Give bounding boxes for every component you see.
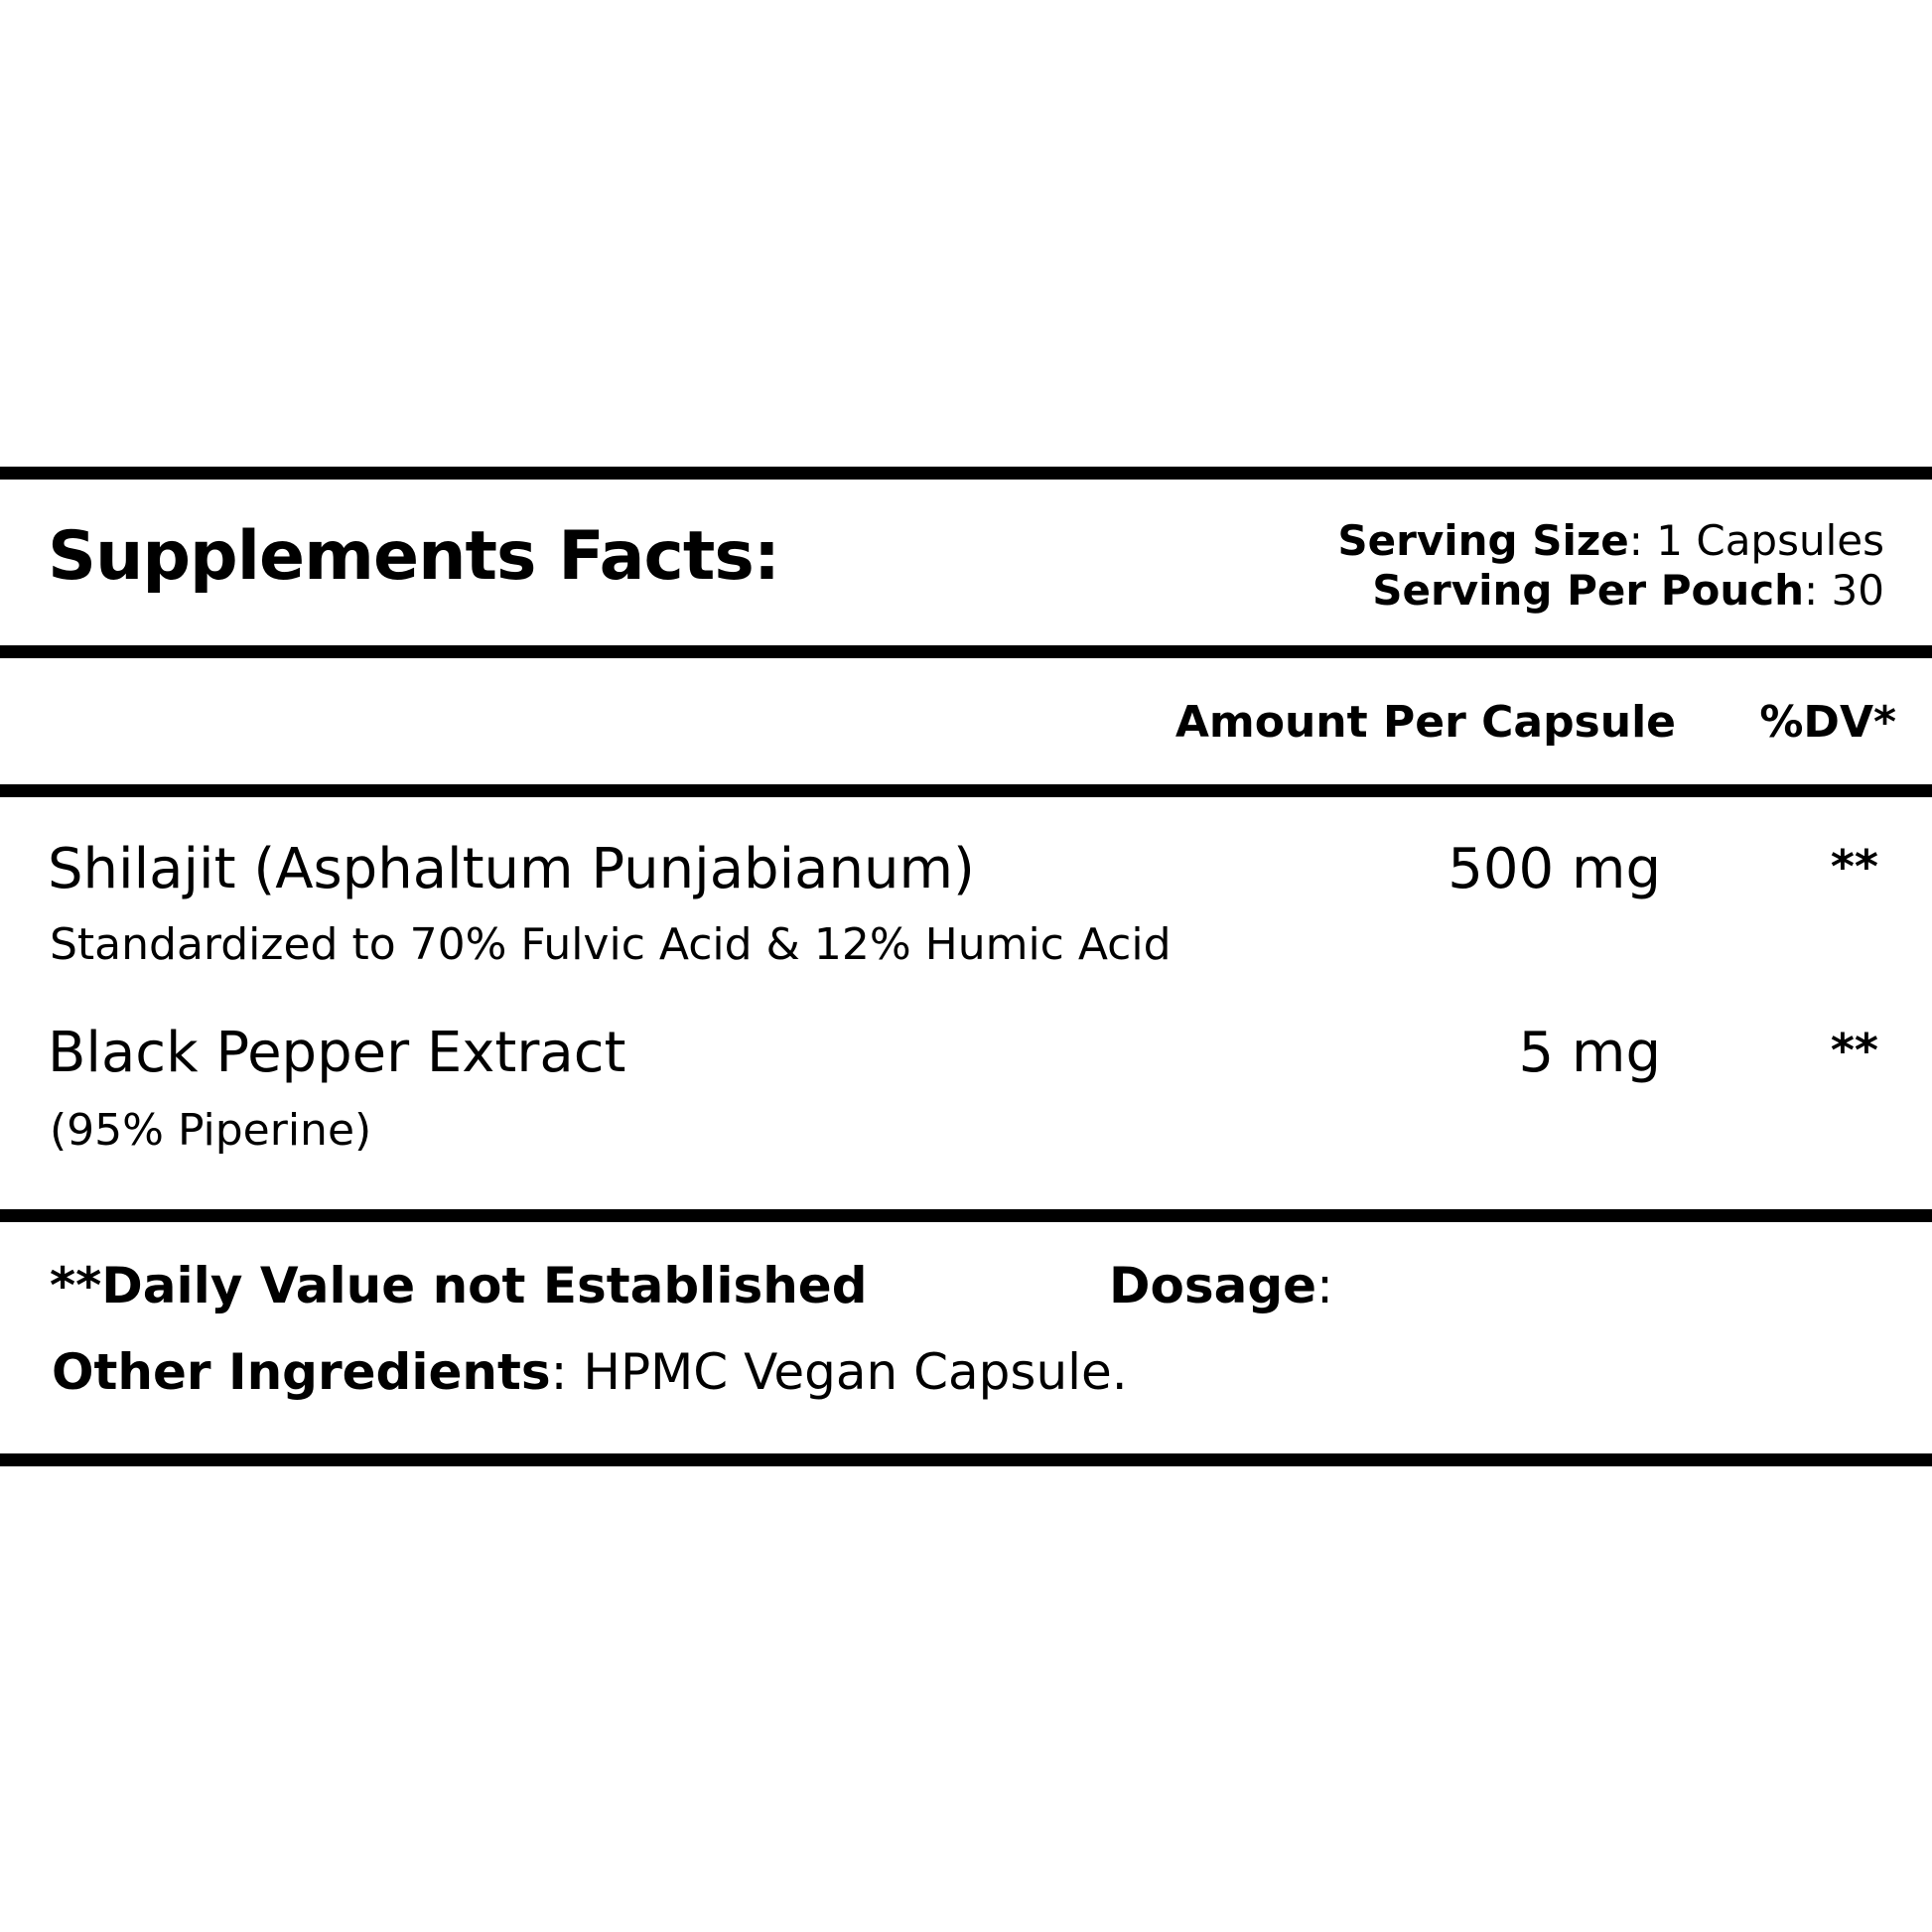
ingredient-dv: ** — [1830, 1024, 1878, 1077]
ingredient-amount: 500 mg — [1448, 837, 1661, 901]
other-ingredients — [52, 1343, 1128, 1401]
column-header-amount: Amount Per Capsule — [1174, 697, 1676, 748]
column-header-dv: %DV* — [1759, 697, 1896, 748]
other-ingredients-value: : HPMC Vegan Capsule. — [550, 1343, 1128, 1401]
daily-value-footnote: **Daily Value not Established — [50, 1257, 868, 1314]
bottom-rule — [0, 1453, 1932, 1466]
serving-per-pouch — [1372, 566, 1884, 615]
other-ingredients-label: Other Ingredients — [52, 1343, 551, 1401]
header-rule — [0, 645, 1932, 658]
ingredient-name: Black Pepper Extract — [48, 1021, 626, 1085]
ingredient-detail: (95% Piperine) — [50, 1105, 372, 1156]
dosage — [1109, 1257, 1333, 1314]
dosage-value: : — [1316, 1257, 1333, 1314]
serving-size-value: : 1 Capsules — [1628, 516, 1884, 565]
column-header-rule — [0, 784, 1932, 797]
ingredient-name: Shilajit (Asphaltum Punjabianum) — [48, 837, 975, 901]
serving-per-value: : 30 — [1804, 566, 1884, 615]
serving-per-label: Serving Per Pouch — [1372, 566, 1805, 615]
dosage-label: Dosage — [1109, 1257, 1317, 1314]
ingredients-rule — [0, 1209, 1932, 1222]
ingredient-amount: 5 mg — [1518, 1021, 1661, 1085]
top-rule — [0, 467, 1932, 480]
serving-size-label: Serving Size — [1337, 516, 1629, 565]
ingredient-dv: ** — [1830, 840, 1878, 894]
ingredient-detail: Standardized to 70% Fulvic Acid & 12% Humic Acid — [50, 919, 1172, 970]
serving-size — [1337, 516, 1884, 565]
page-title: Supplements Facts: — [48, 517, 780, 596]
